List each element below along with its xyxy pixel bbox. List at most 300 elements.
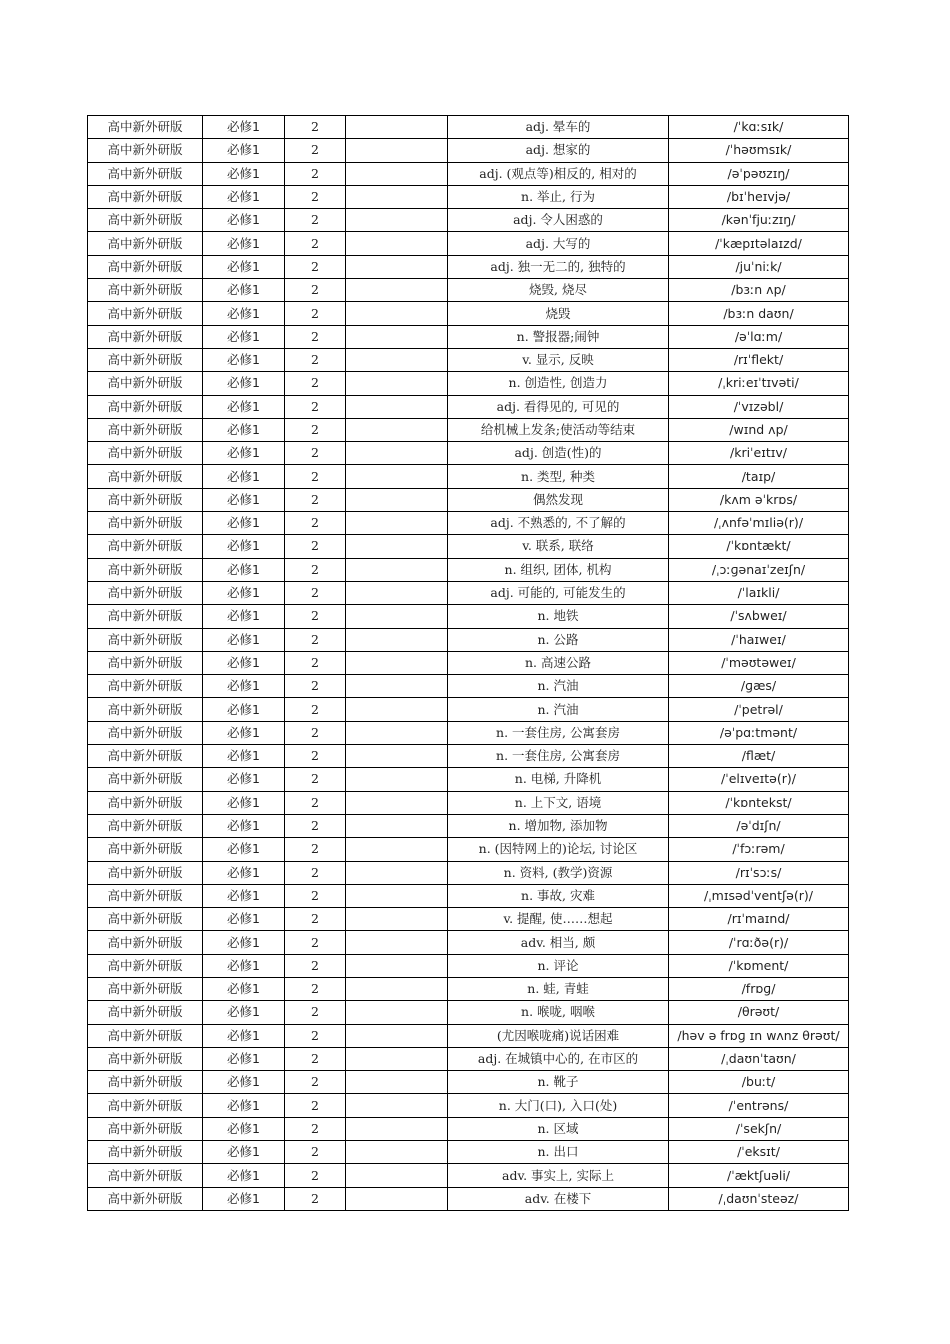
unit-cell: 2 (285, 675, 346, 698)
table-row (88, 558, 849, 581)
table-row (88, 1094, 849, 1117)
phonetic-cell: /ˈæktʃuəli/ (669, 1164, 849, 1187)
meaning-cell: adj. 不熟悉的, 不了解的 (448, 512, 669, 535)
word-cell (346, 791, 448, 814)
table-row (88, 745, 849, 768)
phonetic-cell: /ˈpetrəl/ (669, 698, 849, 721)
book-cell: 必修1 (203, 675, 285, 698)
word-cell (346, 395, 448, 418)
table-row (88, 651, 849, 674)
edition-cell: 高中新外研版 (88, 628, 203, 651)
unit-cell: 2 (285, 581, 346, 604)
book-cell: 必修1 (203, 372, 285, 395)
unit-cell: 2 (285, 302, 346, 325)
book-cell: 必修1 (203, 558, 285, 581)
table-row (88, 116, 849, 139)
book-cell: 必修1 (203, 1047, 285, 1070)
table-row (88, 442, 849, 465)
edition-cell: 高中新外研版 (88, 185, 203, 208)
table-row (88, 768, 849, 791)
word-cell (346, 675, 448, 698)
table-row (88, 255, 849, 278)
phonetic-cell: /ˌɔːɡənaɪˈzeɪʃn/ (669, 558, 849, 581)
edition-cell: 高中新外研版 (88, 465, 203, 488)
table-row (88, 185, 849, 208)
table-row (88, 488, 849, 511)
edition-cell: 高中新外研版 (88, 232, 203, 255)
word-cell (346, 1094, 448, 1117)
edition-cell: 高中新外研版 (88, 1047, 203, 1070)
phonetic-cell: /wɪnd ʌp/ (669, 418, 849, 441)
table-row (88, 1187, 849, 1210)
unit-cell: 2 (285, 884, 346, 907)
meaning-cell: n. 举止, 行为 (448, 185, 669, 208)
edition-cell: 高中新外研版 (88, 908, 203, 931)
word-cell (346, 908, 448, 931)
book-cell: 必修1 (203, 721, 285, 744)
meaning-cell: 给机械上发条;使活动等结束 (448, 418, 669, 441)
word-cell (346, 1164, 448, 1187)
book-cell: 必修1 (203, 1117, 285, 1140)
word-cell (346, 1117, 448, 1140)
meaning-cell: adj. 想家的 (448, 139, 669, 162)
word-cell (346, 1024, 448, 1047)
meaning-cell: n. 类型, 种类 (448, 465, 669, 488)
meaning-cell: v. 提醒, 使……想起 (448, 908, 669, 931)
unit-cell: 2 (285, 348, 346, 371)
table-row (88, 162, 849, 185)
book-cell: 必修1 (203, 931, 285, 954)
word-cell (346, 768, 448, 791)
phonetic-cell: /taɪp/ (669, 465, 849, 488)
unit-cell: 2 (285, 442, 346, 465)
word-cell (346, 185, 448, 208)
table-row (88, 884, 849, 907)
phonetic-cell: /ˈvɪzəbl/ (669, 395, 849, 418)
phonetic-cell: /əˈpɑːtmənt/ (669, 721, 849, 744)
phonetic-cell: /buːt/ (669, 1071, 849, 1094)
meaning-cell: n. 蛙, 青蛙 (448, 977, 669, 1000)
word-cell (346, 651, 448, 674)
edition-cell: 高中新外研版 (88, 372, 203, 395)
edition-cell: 高中新外研版 (88, 931, 203, 954)
table-row (88, 1164, 849, 1187)
table-row (88, 465, 849, 488)
phonetic-cell: /juˈniːk/ (669, 255, 849, 278)
book-cell: 必修1 (203, 465, 285, 488)
phonetic-cell: /bɪˈheɪvjə/ (669, 185, 849, 208)
book-cell: 必修1 (203, 232, 285, 255)
phonetic-cell: /rɪˈflekt/ (669, 348, 849, 371)
book-cell: 必修1 (203, 348, 285, 371)
table-row (88, 675, 849, 698)
phonetic-cell: /flæt/ (669, 745, 849, 768)
book-cell: 必修1 (203, 535, 285, 558)
book-cell: 必修1 (203, 1071, 285, 1094)
unit-cell: 2 (285, 372, 346, 395)
word-cell (346, 279, 448, 302)
unit-cell: 2 (285, 325, 346, 348)
phonetic-cell: /θrəʊt/ (669, 1001, 849, 1024)
meaning-cell: n. 汽油 (448, 675, 669, 698)
edition-cell: 高中新外研版 (88, 1187, 203, 1210)
meaning-cell: n. 喉咙, 咽喉 (448, 1001, 669, 1024)
unit-cell: 2 (285, 721, 346, 744)
phonetic-cell: /rɪˈmaɪnd/ (669, 908, 849, 931)
word-cell (346, 418, 448, 441)
unit-cell: 2 (285, 651, 346, 674)
unit-cell: 2 (285, 535, 346, 558)
phonetic-cell: /ˈhəʊmsɪk/ (669, 139, 849, 162)
book-cell: 必修1 (203, 698, 285, 721)
phonetic-cell: /ˈelɪveɪtə(r)/ (669, 768, 849, 791)
table-row (88, 279, 849, 302)
table-row (88, 232, 849, 255)
meaning-cell: adv. 相当, 颇 (448, 931, 669, 954)
table-row (88, 814, 849, 837)
unit-cell: 2 (285, 814, 346, 837)
edition-cell: 高中新外研版 (88, 977, 203, 1000)
edition-cell: 高中新外研版 (88, 302, 203, 325)
word-cell (346, 861, 448, 884)
table-row (88, 1024, 849, 1047)
edition-cell: 高中新外研版 (88, 325, 203, 348)
edition-cell: 高中新外研版 (88, 1071, 203, 1094)
vocabulary-table (87, 115, 849, 1211)
edition-cell: 高中新外研版 (88, 814, 203, 837)
meaning-cell: adj. 大写的 (448, 232, 669, 255)
phonetic-cell: /ɡæs/ (669, 675, 849, 698)
word-cell (346, 698, 448, 721)
unit-cell: 2 (285, 209, 346, 232)
book-cell: 必修1 (203, 581, 285, 604)
book-cell: 必修1 (203, 162, 285, 185)
meaning-cell: adj. 可能的, 可能发生的 (448, 581, 669, 604)
meaning-cell: n. 上下文, 语境 (448, 791, 669, 814)
meaning-cell: n. (因特网上的)论坛, 讨论区 (448, 838, 669, 861)
phonetic-cell: /ˈsʌbweɪ/ (669, 605, 849, 628)
edition-cell: 高中新外研版 (88, 279, 203, 302)
table-row (88, 861, 849, 884)
meaning-cell: adj. (观点等)相反的, 相对的 (448, 162, 669, 185)
word-cell (346, 1187, 448, 1210)
edition-cell: 高中新外研版 (88, 791, 203, 814)
table-row (88, 1071, 849, 1094)
phonetic-cell: /ˈkɑːsɪk/ (669, 116, 849, 139)
table-row (88, 395, 849, 418)
unit-cell: 2 (285, 1071, 346, 1094)
book-cell: 必修1 (203, 838, 285, 861)
word-cell (346, 628, 448, 651)
word-cell (346, 721, 448, 744)
meaning-cell: 偶然发现 (448, 488, 669, 511)
vocabulary-table-body (88, 116, 849, 1211)
table-row (88, 1117, 849, 1140)
word-cell (346, 745, 448, 768)
table-row (88, 1001, 849, 1024)
book-cell: 必修1 (203, 139, 285, 162)
book-cell: 必修1 (203, 814, 285, 837)
meaning-cell: 烧毁, 烧尽 (448, 279, 669, 302)
phonetic-cell: /kənˈfjuːzɪŋ/ (669, 209, 849, 232)
edition-cell: 高中新外研版 (88, 1001, 203, 1024)
edition-cell: 高中新外研版 (88, 255, 203, 278)
meaning-cell: 烧毁 (448, 302, 669, 325)
meaning-cell: adj. 在城镇中心的, 在市区的 (448, 1047, 669, 1070)
edition-cell: 高中新外研版 (88, 651, 203, 674)
unit-cell: 2 (285, 931, 346, 954)
unit-cell: 2 (285, 418, 346, 441)
table-row (88, 977, 849, 1000)
edition-cell: 高中新外研版 (88, 721, 203, 744)
phonetic-cell: /ˌkriːeɪˈtɪvəti/ (669, 372, 849, 395)
book-cell: 必修1 (203, 1141, 285, 1164)
meaning-cell: n. 区域 (448, 1117, 669, 1140)
word-cell (346, 1141, 448, 1164)
table-row (88, 908, 849, 931)
phonetic-cell: /ˈkæpɪtəlaɪzd/ (669, 232, 849, 255)
unit-cell: 2 (285, 162, 346, 185)
phonetic-cell: /rɪˈsɔːs/ (669, 861, 849, 884)
book-cell: 必修1 (203, 442, 285, 465)
word-cell (346, 302, 448, 325)
phonetic-cell: /ˈeksɪt/ (669, 1141, 849, 1164)
book-cell: 必修1 (203, 977, 285, 1000)
book-cell: 必修1 (203, 1164, 285, 1187)
table-row (88, 209, 849, 232)
table-row (88, 581, 849, 604)
word-cell (346, 558, 448, 581)
edition-cell: 高中新外研版 (88, 209, 203, 232)
edition-cell: 高中新外研版 (88, 884, 203, 907)
unit-cell: 2 (285, 768, 346, 791)
unit-cell: 2 (285, 861, 346, 884)
edition-cell: 高中新外研版 (88, 442, 203, 465)
unit-cell: 2 (285, 255, 346, 278)
book-cell: 必修1 (203, 395, 285, 418)
book-cell: 必修1 (203, 255, 285, 278)
word-cell (346, 372, 448, 395)
table-row (88, 348, 849, 371)
phonetic-cell: /ˌdaʊnˈtaʊn/ (669, 1047, 849, 1070)
meaning-cell: n. 组织, 团体, 机构 (448, 558, 669, 581)
meaning-cell: n. 评论 (448, 954, 669, 977)
edition-cell: 高中新外研版 (88, 558, 203, 581)
table-row (88, 535, 849, 558)
meaning-cell: n. 一套住房, 公寓套房 (448, 721, 669, 744)
table-row (88, 418, 849, 441)
word-cell (346, 535, 448, 558)
meaning-cell: n. 创造性, 创造力 (448, 372, 669, 395)
word-cell (346, 325, 448, 348)
table-row (88, 325, 849, 348)
word-cell (346, 931, 448, 954)
table-row (88, 628, 849, 651)
word-cell (346, 838, 448, 861)
edition-cell: 高中新外研版 (88, 861, 203, 884)
phonetic-cell: /ˈkɒment/ (669, 954, 849, 977)
meaning-cell: n. 一套住房, 公寓套房 (448, 745, 669, 768)
word-cell (346, 232, 448, 255)
meaning-cell: n. 出口 (448, 1141, 669, 1164)
book-cell: 必修1 (203, 605, 285, 628)
unit-cell: 2 (285, 279, 346, 302)
edition-cell: 高中新外研版 (88, 1117, 203, 1140)
unit-cell: 2 (285, 139, 346, 162)
edition-cell: 高中新外研版 (88, 348, 203, 371)
edition-cell: 高中新外研版 (88, 395, 203, 418)
book-cell: 必修1 (203, 861, 285, 884)
phonetic-cell: /ˈkɒntekst/ (669, 791, 849, 814)
word-cell (346, 1071, 448, 1094)
meaning-cell: adj. 独一无二的, 独特的 (448, 255, 669, 278)
meaning-cell: n. 靴子 (448, 1071, 669, 1094)
edition-cell: 高中新外研版 (88, 1024, 203, 1047)
table-row (88, 605, 849, 628)
unit-cell: 2 (285, 605, 346, 628)
word-cell (346, 162, 448, 185)
meaning-cell: n. 汽油 (448, 698, 669, 721)
table-row (88, 302, 849, 325)
unit-cell: 2 (285, 488, 346, 511)
word-cell (346, 442, 448, 465)
word-cell (346, 139, 448, 162)
phonetic-cell: /ˈməʊtəweɪ/ (669, 651, 849, 674)
phonetic-cell: /ˈsekʃn/ (669, 1117, 849, 1140)
edition-cell: 高中新外研版 (88, 535, 203, 558)
unit-cell: 2 (285, 116, 346, 139)
meaning-cell: n. 增加物, 添加物 (448, 814, 669, 837)
unit-cell: 2 (285, 628, 346, 651)
edition-cell: 高中新外研版 (88, 512, 203, 535)
meaning-cell: n. 公路 (448, 628, 669, 651)
table-row (88, 698, 849, 721)
phonetic-cell: /kriˈeɪtɪv/ (669, 442, 849, 465)
unit-cell: 2 (285, 1117, 346, 1140)
edition-cell: 高中新外研版 (88, 418, 203, 441)
word-cell (346, 255, 448, 278)
edition-cell: 高中新外研版 (88, 1141, 203, 1164)
book-cell: 必修1 (203, 1001, 285, 1024)
book-cell: 必修1 (203, 185, 285, 208)
meaning-cell: n. 大门(口), 入口(处) (448, 1094, 669, 1117)
meaning-cell: adj. 晕车的 (448, 116, 669, 139)
table-row (88, 721, 849, 744)
book-cell: 必修1 (203, 745, 285, 768)
word-cell (346, 884, 448, 907)
meaning-cell: adj. 看得见的, 可见的 (448, 395, 669, 418)
table-row (88, 954, 849, 977)
meaning-cell: adv. 在楼下 (448, 1187, 669, 1210)
word-cell (346, 512, 448, 535)
unit-cell: 2 (285, 512, 346, 535)
unit-cell: 2 (285, 395, 346, 418)
phonetic-cell: /ˈentrəns/ (669, 1094, 849, 1117)
unit-cell: 2 (285, 1094, 346, 1117)
unit-cell: 2 (285, 1047, 346, 1070)
meaning-cell: v. 显示, 反映 (448, 348, 669, 371)
edition-cell: 高中新外研版 (88, 488, 203, 511)
book-cell: 必修1 (203, 325, 285, 348)
book-cell: 必修1 (203, 488, 285, 511)
edition-cell: 高中新外研版 (88, 116, 203, 139)
book-cell: 必修1 (203, 512, 285, 535)
word-cell (346, 814, 448, 837)
phonetic-cell: /ˈrɑːðə(r)/ (669, 931, 849, 954)
meaning-cell: adj. 令人困惑的 (448, 209, 669, 232)
meaning-cell: n. 高速公路 (448, 651, 669, 674)
table-row (88, 372, 849, 395)
book-cell: 必修1 (203, 884, 285, 907)
phonetic-cell: /ˈhaɪweɪ/ (669, 628, 849, 651)
meaning-cell: n. 地铁 (448, 605, 669, 628)
edition-cell: 高中新外研版 (88, 1094, 203, 1117)
word-cell (346, 977, 448, 1000)
book-cell: 必修1 (203, 1187, 285, 1210)
table-row (88, 139, 849, 162)
unit-cell: 2 (285, 1024, 346, 1047)
unit-cell: 2 (285, 1001, 346, 1024)
book-cell: 必修1 (203, 302, 285, 325)
word-cell (346, 605, 448, 628)
book-cell: 必修1 (203, 791, 285, 814)
word-cell (346, 1047, 448, 1070)
unit-cell: 2 (285, 791, 346, 814)
word-cell (346, 209, 448, 232)
phonetic-cell: /ˈkɒntækt/ (669, 535, 849, 558)
phonetic-cell: /əˈpəʊzɪŋ/ (669, 162, 849, 185)
meaning-cell: adv. 事实上, 实际上 (448, 1164, 669, 1187)
meaning-cell: (尤因喉咙痛)说话困难 (448, 1024, 669, 1047)
meaning-cell: n. 电梯, 升降机 (448, 768, 669, 791)
table-row (88, 1141, 849, 1164)
unit-cell: 2 (285, 558, 346, 581)
book-cell: 必修1 (203, 1094, 285, 1117)
book-cell: 必修1 (203, 1024, 285, 1047)
book-cell: 必修1 (203, 651, 285, 674)
book-cell: 必修1 (203, 418, 285, 441)
phonetic-cell: /əˈlɑːm/ (669, 325, 849, 348)
word-cell (346, 465, 448, 488)
edition-cell: 高中新外研版 (88, 768, 203, 791)
edition-cell: 高中新外研版 (88, 675, 203, 698)
unit-cell: 2 (285, 745, 346, 768)
word-cell (346, 581, 448, 604)
unit-cell: 2 (285, 185, 346, 208)
word-cell (346, 116, 448, 139)
unit-cell: 2 (285, 954, 346, 977)
word-cell (346, 1001, 448, 1024)
meaning-cell: n. 事故, 灾难 (448, 884, 669, 907)
edition-cell: 高中新外研版 (88, 838, 203, 861)
unit-cell: 2 (285, 1187, 346, 1210)
unit-cell: 2 (285, 232, 346, 255)
unit-cell: 2 (285, 908, 346, 931)
table-row (88, 838, 849, 861)
unit-cell: 2 (285, 1164, 346, 1187)
phonetic-cell: /ˈfɔːrəm/ (669, 838, 849, 861)
table-row (88, 1047, 849, 1070)
meaning-cell: n. 资料, (教学)资源 (448, 861, 669, 884)
book-cell: 必修1 (203, 954, 285, 977)
word-cell (346, 954, 448, 977)
phonetic-cell: /əˈdɪʃn/ (669, 814, 849, 837)
table-row (88, 931, 849, 954)
meaning-cell: v. 联系, 联络 (448, 535, 669, 558)
edition-cell: 高中新外研版 (88, 162, 203, 185)
unit-cell: 2 (285, 698, 346, 721)
edition-cell: 高中新外研版 (88, 581, 203, 604)
